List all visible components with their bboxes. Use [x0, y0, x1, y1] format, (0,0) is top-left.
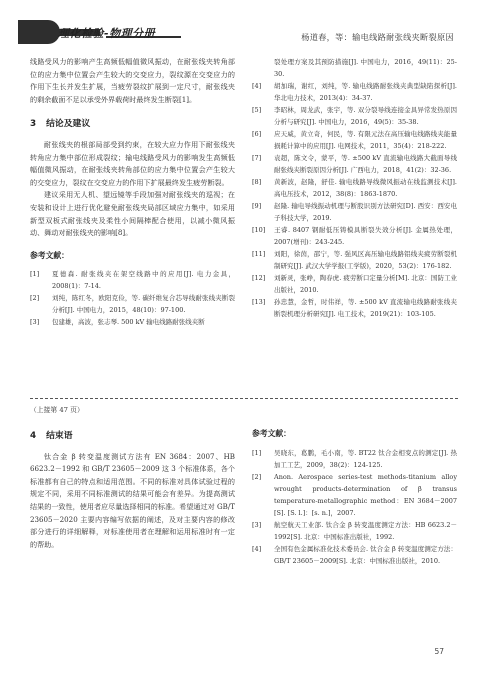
reference-text: 包建雄，高波，张志琴. 500 kV 输电线路耐张线夹断 — [52, 318, 205, 327]
reference-item — [252, 272, 457, 296]
reference-item — [252, 543, 457, 567]
section-number: 3 — [30, 119, 37, 130]
reference-item — [252, 248, 457, 272]
reference-number: [10] — [252, 226, 266, 234]
section-number: 4 — [30, 431, 37, 441]
page-number: 57 — [434, 647, 444, 656]
reference-text: 刘纯，陈红冬，欧阳克俭，等. 碳纤维复合芯导线耐张线夹断裂分析[J]. 中国电力，2015，48(10)：97-100. — [52, 294, 235, 315]
reference-number: [11] — [252, 250, 266, 258]
reference-item — [252, 56, 457, 80]
reference-number: [3] — [252, 520, 262, 529]
reference-item — [252, 104, 457, 128]
reference-item — [252, 200, 457, 224]
reference-text: 裂处理方案及其预防措施[J]. 中国电力，2016，49(11)：25-30. — [274, 58, 457, 78]
reference-number: [13] — [252, 298, 266, 306]
reference-number — [252, 56, 274, 80]
reference-item — [30, 292, 235, 316]
reference-number: [1] — [30, 270, 40, 279]
reference-item — [30, 316, 235, 328]
references-heading: 参考文献： — [252, 429, 291, 438]
paragraph: 耐张线夹的根部局部受到约束，在较大应力作用下耐张线夹转角应力集中部位形成裂纹；输电线路受风力的影响发生高频低幅值微风振动，在耐张线夹转角部位的应力集中位置会产生较大的交变应力，裂纹在交变应力的作用下扩展最终发生疲劳断裂。 — [30, 139, 235, 187]
section-heading — [30, 430, 235, 443]
continued-from-note: （上接第 47 页） — [30, 406, 84, 414]
reference-number: [7] — [252, 154, 262, 162]
reference-item — [252, 296, 457, 320]
reference-item — [252, 128, 457, 152]
running-title: 杨道春，等：输电线路耐张线夹断裂原因 — [301, 32, 454, 42]
reference-item — [30, 268, 235, 292]
reference-item — [252, 519, 457, 543]
reference-number: [2] — [30, 294, 40, 303]
reference-text: 王睿. 8407 钢耐低压铸模具断裂失效分析[J]. 金属热处理，2007(增刊)：243-245. — [274, 226, 457, 246]
reference-text: 全国有色金属标准化技术委员会. 钛合金 β 转变温度测定方法：GB/T 23605－2009[S]. 北京：中国标准出版社，2010. — [274, 544, 457, 565]
reference-text: 李昭林，周龙武，张宇，等. 双分裂导线连接金具异常发热原因分析与研究[J]. 中国电力，2016，49(5)：35-38. — [274, 106, 457, 126]
reference-text: 刘阳，徐茵，邵宁，等. 强风区高压输电线路铝线夹疲劳断裂机制研究[J]. 武汉大学学报(工学版)，2020，53(2)：176-182. — [274, 250, 457, 270]
reference-item — [252, 471, 457, 519]
reference-number: [4] — [252, 82, 262, 90]
paragraph: 线路受风力的影响产生高频低幅值微风振动，在耐张线夹转角部位的应力集中位置会产生较大的交变应力，裂纹源在交变应力的作用下生长并发生扩展，当疲劳裂纹扩展到一定尺寸，耐张线夹的剩余截面不足以承受外界载荷时最终发生断裂[1]。 — [30, 57, 235, 104]
reference-text: Anon. Aerospace series-test methods-titanium alloy wrought products-determination of β transus temperature-metallographic method：EN 3684－2007 [S]. [S. l.]：[s. n.]，2007. — [274, 472, 457, 517]
reference-item — [252, 152, 457, 176]
reference-item — [252, 176, 457, 200]
reference-text: 赵隆. 输电导线振动机理与断股识别方法研究[D]. 西安：西安电子科技大学，2019. — [274, 202, 457, 222]
section-title: 结论及建议 — [46, 119, 91, 130]
reference-number: [9] — [252, 202, 262, 210]
reference-number: [6] — [252, 130, 262, 138]
reference-item — [252, 80, 457, 104]
reference-text: 黄新波，赵隆，舒佳. 输电线路导线微风振动在线监测技术[J]. 高电压技术，2012，38(8)：1863-1870. — [274, 178, 457, 198]
column-1 — [30, 56, 235, 328]
logo-text: 理化检验-物理分册 — [58, 27, 156, 40]
reference-item — [252, 224, 457, 248]
paragraph: 建议采用无人机、望远镜等手段加强对耐张线夹的巡视；在安装和设计上进行优化避免耐张线夹局部区域应力集中，如采用新型双板式耐张线夹及柔性小间隔棒配合使用，以减小微风振动、舞动对耐张线夹的影响[8]。 — [30, 190, 235, 238]
reference-text: 航空航天工业部. 钛合金 β 转变温度测定方法：HB 6623.2－1992[S]. 北京：中国标准出版社，1992. — [274, 520, 457, 541]
reference-number: [12] — [252, 274, 266, 282]
reference-number: [3] — [30, 318, 40, 327]
reference-number: [8] — [252, 178, 262, 186]
paragraph: 钛合金 β 转变温度测试方法有 EN 3684：2007、HB 6623.2－1992 和 GB/T 23605－2009 这 3 个标准体系，各个标准都有自己的特点和适用范围。不同的标准对具体试验过程的规定不同，采用不同标准测试的结果可能会有差异。为提高测试结果的一致性，使用者应尽量选择相同的标准。希望通过对 GB/T 23605－2020 主要内容编写依据的阐述，及对主要内容的修改部分进行的详细解释，对标准使用者在理解和运用标准时有一定的帮助。 — [30, 451, 235, 549]
journal-logo — [18, 20, 183, 46]
reference-text: 夏德森. 耐张线夹在架空线路中的应用[J]. 电力金具，2008(1)：7-14. — [52, 270, 235, 291]
reference-text: 孙忠慧，金哲，时伟祥，等. ±500 kV 直流输电线路耐张线夹断裂机理分析研究[J]. 电工技术，2019(21)：103-105. — [274, 298, 457, 318]
reference-number: [2] — [252, 472, 262, 481]
logo-cap — [18, 20, 60, 44]
reference-item — [252, 447, 457, 471]
reference-number: [4] — [252, 544, 262, 553]
column-2 — [252, 56, 457, 320]
reference-text: 袁超，陈文令，蒙平，等. ±500 kV 直流输电线路大截面导线耐张线夹断裂原因分析[J]. 广西电力，2018，41(2)：32-36. — [274, 154, 457, 174]
reference-text: 吴晓东，葛鹏，毛小南，等. BT22 钛合金相变点的测定[J]. 热加工工艺，2009，38(2)：124-125. — [274, 448, 457, 469]
column-3 — [30, 418, 235, 551]
reference-number: [1] — [252, 448, 262, 457]
section-title: 结束语 — [46, 431, 73, 441]
column-4 — [252, 418, 457, 567]
reference-text: 应天威，黄立奇，何民，等. 有限元法在高压输电线路线夹能量损耗计算中的应用[J]. 电网技术，2011，35(4)：218-222. — [274, 130, 457, 150]
reference-number: [5] — [252, 106, 262, 114]
references-heading: 参考文献： — [30, 250, 69, 260]
reference-text: 刘新灵，张峥，陶春虎. 疲劳断口定量分析[M]. 北京：国防工业出版社，2010. — [274, 274, 457, 294]
reference-text: 胡加瑞，谢红，刘纯，等. 输电线路耐张线夹典型缺陷探析[J]. 华北电力技术，2013(4)：34-37. — [274, 82, 457, 102]
section-heading — [30, 118, 235, 131]
section-divider — [30, 398, 458, 399]
